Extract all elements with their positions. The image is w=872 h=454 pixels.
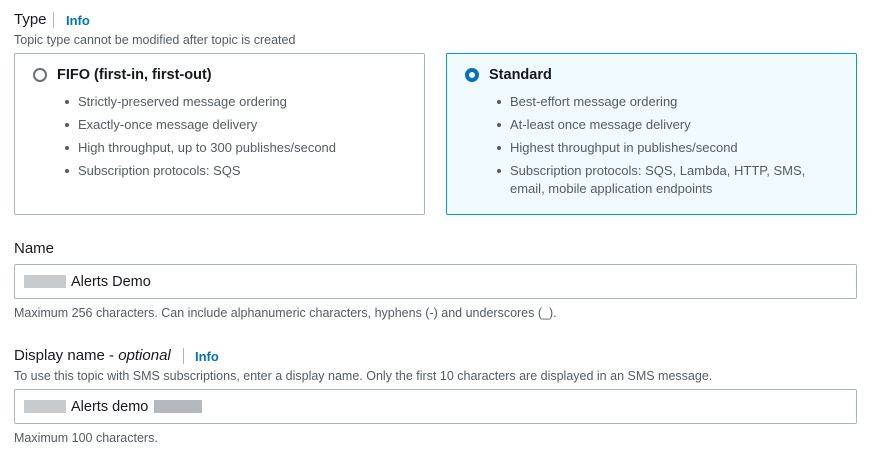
list-item: Subscription protocols: SQS, Lambda, HTTP, SMS, email, mobile application endpoints	[497, 159, 817, 198]
list-item: High throughput, up to 300 publishes/second	[65, 136, 405, 159]
display-name-input[interactable]	[14, 389, 857, 424]
fifo-option-title: FIFO (first-in, first-out)	[57, 67, 212, 83]
list-item: At-least once message delivery	[497, 113, 817, 136]
fifo-radio-button[interactable]	[33, 68, 47, 82]
redacted-text	[24, 275, 66, 288]
list-item: Best-effort message ordering	[497, 90, 817, 113]
type-info-link[interactable]: Info	[66, 13, 90, 28]
standard-option-card[interactable]	[446, 53, 857, 215]
list-item: Subscription protocols: SQS	[65, 159, 405, 182]
standard-feature-list	[497, 90, 817, 198]
standard-option-title: Standard	[489, 67, 552, 83]
fifo-feature-list	[65, 90, 405, 182]
type-description: Topic type cannot be modified after topic is created	[14, 33, 296, 47]
type-label: Type	[14, 11, 47, 28]
label-separator	[183, 348, 184, 364]
name-input-value: Alerts Demo	[71, 273, 151, 290]
display-name-label	[14, 347, 171, 364]
list-item: Exactly-once message delivery	[65, 113, 405, 136]
display-name-hint: Maximum 100 characters.	[14, 431, 158, 445]
name-hint: Maximum 256 characters. Can include alphanumeric characters, hyphens (-) and underscores (_).	[14, 306, 557, 320]
standard-radio-button[interactable]	[465, 68, 479, 82]
label-separator	[53, 12, 54, 28]
redacted-text	[24, 400, 66, 413]
display-name-info-link[interactable]: Info	[195, 349, 219, 364]
redacted-text	[154, 400, 202, 413]
name-input[interactable]	[14, 264, 857, 299]
fifo-option-card[interactable]	[14, 53, 425, 215]
optional-label: optional	[118, 347, 171, 364]
display-name-description: To use this topic with SMS subscriptions, enter a display name. Only the first 10 characters are displayed in an SMS message.	[14, 369, 713, 383]
list-item: Strictly-preserved message ordering	[65, 90, 405, 113]
name-label: Name	[14, 240, 55, 257]
display-name-input-value: Alerts demo	[71, 398, 149, 415]
display-name-label-text: Display name -	[14, 347, 119, 364]
list-item: Highest throughput in publishes/second	[497, 136, 817, 159]
